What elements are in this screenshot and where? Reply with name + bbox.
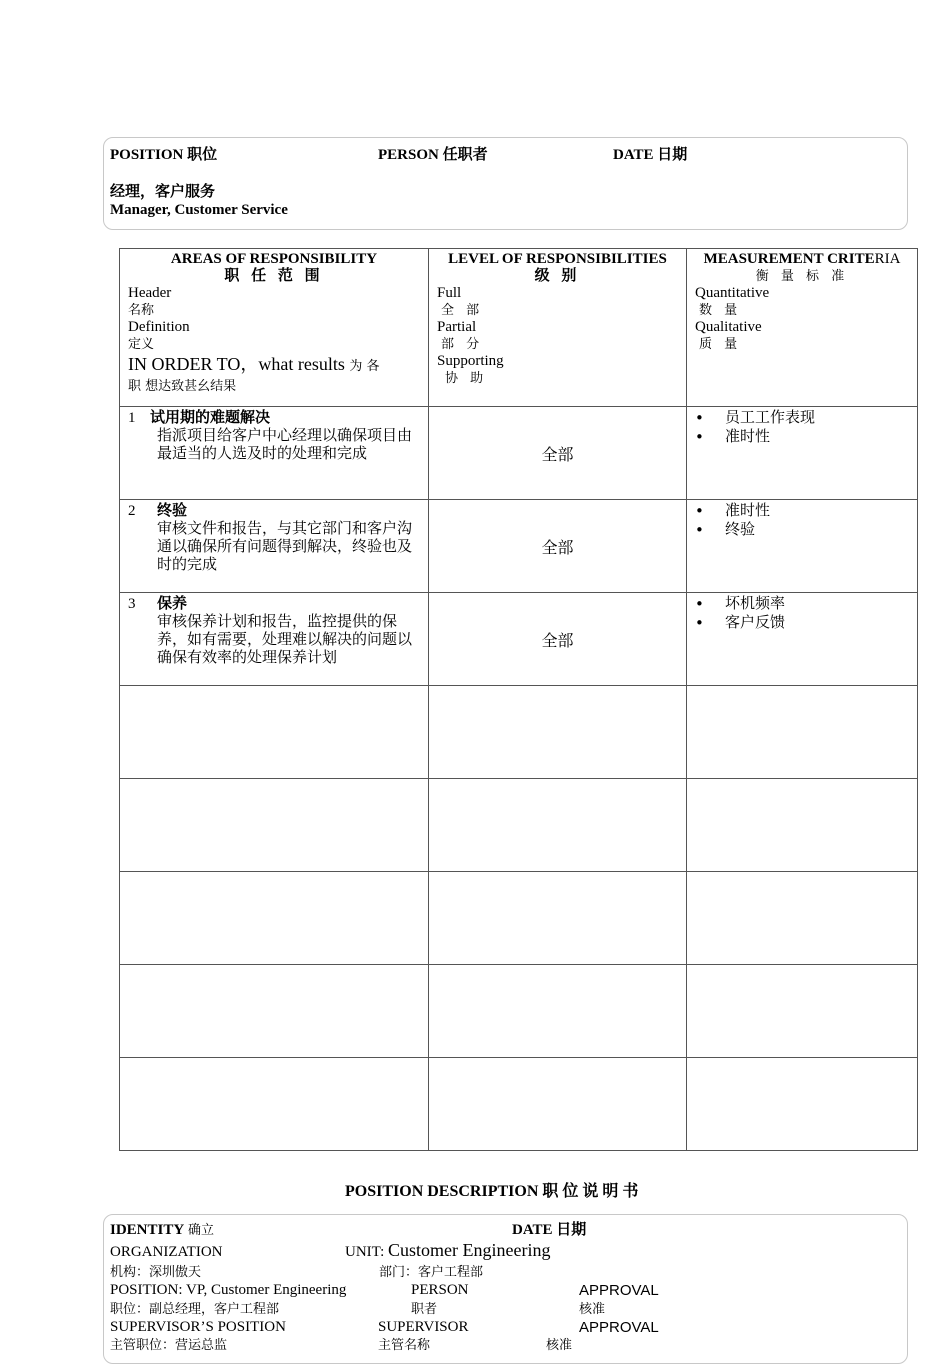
identity-person-label: PERSON xyxy=(411,1282,469,1298)
level-partial-label-cn: 部 分 xyxy=(441,337,484,352)
level-supporting-label: Supporting xyxy=(437,353,504,369)
approval-label: APPROVAL xyxy=(579,1282,659,1299)
empty-table-row xyxy=(120,872,918,965)
empty-cell xyxy=(687,779,918,872)
areas-inorder-cn: 为 各 xyxy=(349,359,380,374)
position-label: POSITION 职位 xyxy=(110,147,218,163)
measure-title: MEASUREMENT CRITE xyxy=(703,251,875,267)
areas-inorder-label: IN ORDER TO，what results xyxy=(128,354,345,374)
level-header-cell xyxy=(429,249,687,407)
empty-cell xyxy=(120,1058,429,1151)
item-description: 审核保养计划和报告，监控提供的保养，如有需要，处理难以解决的问题以确保有效率的处理保养计划 xyxy=(157,614,413,666)
identity-label-cn: 确立 xyxy=(187,1223,214,1238)
position-cn: 职位：副总经理，客户工程部 xyxy=(110,1302,280,1317)
criteria-cell xyxy=(687,593,918,686)
criteria-item: • 准时性 xyxy=(695,502,909,521)
areas-header-label-cn: 名称 xyxy=(128,303,155,318)
measure-qual-label-cn: 质 量 xyxy=(699,337,742,352)
approval-cn: 核准 xyxy=(579,1302,606,1317)
identity-person-cn: 职者 xyxy=(411,1302,438,1317)
criteria-cell xyxy=(687,407,918,500)
supervisor-position-label: SUPERVISOR’S POSITION xyxy=(110,1319,286,1335)
empty-table-row xyxy=(120,686,918,779)
areas-inorder-cn-2: 职 想达致甚幺结果 xyxy=(128,379,237,394)
empty-cell xyxy=(687,1058,918,1151)
area-cell xyxy=(120,407,429,500)
item-title: 试用期的难题解决 xyxy=(150,410,271,426)
empty-cell xyxy=(429,965,687,1058)
area-cell xyxy=(120,593,429,686)
date-label: DATE 日期 xyxy=(613,147,688,163)
areas-title: AREAS OF RESPONSIBILITY xyxy=(170,251,378,267)
empty-cell xyxy=(687,686,918,779)
responsibility-table xyxy=(119,248,918,1151)
level-title-cn: 级 别 xyxy=(534,268,581,284)
organization-label: ORGANIZATION xyxy=(110,1244,223,1260)
unit-cn: 部门：客户工程部 xyxy=(379,1265,484,1280)
criteria-item: • 坏机频率 xyxy=(695,595,909,614)
measure-qual-label: Qualitative xyxy=(695,319,762,335)
measure-title-cn: 衡 量 标 准 xyxy=(755,269,849,284)
level-full-label-cn: 全 部 xyxy=(441,303,484,318)
level-cell: 全部 xyxy=(429,500,687,593)
measure-title-tail: RIA xyxy=(874,251,901,267)
measure-quant-label-cn: 数 量 xyxy=(699,303,742,318)
supervisor-position-cn: 主管职位：营运总监 xyxy=(110,1338,228,1353)
position-title-cn: 经理，客户服务 xyxy=(110,184,216,200)
measure-header-cell xyxy=(687,249,918,407)
item-number: 1 xyxy=(128,410,136,426)
areas-header-label: Header xyxy=(128,285,172,301)
table-row xyxy=(120,407,918,500)
criteria-item: • 客户反馈 xyxy=(695,614,909,633)
item-title: 保养 xyxy=(157,596,188,612)
criteria-item: • 终验 xyxy=(695,521,909,540)
position-en: POSITION: VP, Customer Engineering xyxy=(110,1282,347,1298)
level-cell: 全部 xyxy=(429,593,687,686)
table-header-row xyxy=(120,249,918,407)
areas-header-cell xyxy=(120,249,429,407)
supervisor-label: SUPERVISOR xyxy=(378,1319,469,1335)
empty-cell xyxy=(120,872,429,965)
level-title: LEVEL OF RESPONSIBILITIES xyxy=(448,251,667,267)
empty-cell xyxy=(120,779,429,872)
area-cell xyxy=(120,500,429,593)
empty-cell xyxy=(687,872,918,965)
section-title: POSITION DESCRIPTION 职 位 说 明 书 xyxy=(345,1183,639,1200)
measure-quant-label: Quantitative xyxy=(695,285,770,301)
criteria-cell xyxy=(687,500,918,593)
empty-cell xyxy=(120,965,429,1058)
item-number: 3 xyxy=(128,596,136,612)
empty-cell xyxy=(687,965,918,1058)
unit-value: Customer Engineering xyxy=(388,1240,551,1260)
unit-label: UNIT: xyxy=(345,1244,385,1260)
table-row xyxy=(120,500,918,593)
level-cell: 全部 xyxy=(429,407,687,500)
empty-table-row xyxy=(120,1058,918,1151)
level-supporting-label-cn: 协 助 xyxy=(445,371,488,386)
areas-title-cn: 职 任 范 围 xyxy=(224,268,324,284)
areas-definition-label-cn: 定义 xyxy=(128,337,155,352)
level-partial-label: Partial xyxy=(437,319,477,335)
position-title-en: Manager, Customer Service xyxy=(110,202,288,218)
empty-cell xyxy=(429,686,687,779)
empty-cell xyxy=(120,686,429,779)
item-number: 2 xyxy=(128,503,136,519)
supervisor-cn: 主管名称 xyxy=(378,1338,431,1353)
identity-date-label: DATE 日期 xyxy=(512,1222,587,1238)
criteria-item: • 员工工作表现 xyxy=(695,409,909,428)
criteria-item: • 准时性 xyxy=(695,428,909,447)
identity-label: IDENTITY xyxy=(110,1222,185,1238)
approval-label-2: APPROVAL xyxy=(579,1319,659,1336)
item-title: 终验 xyxy=(157,503,188,519)
organization-cn: 机构：深圳傲天 xyxy=(110,1265,202,1280)
empty-cell xyxy=(429,779,687,872)
empty-cell xyxy=(429,872,687,965)
item-description: 审核文件和报告，与其它部门和客户沟通以确保所有问题得到解决，终验也及时的完成 xyxy=(157,521,413,573)
person-label: PERSON 任职者 xyxy=(378,147,488,163)
areas-definition-label: Definition xyxy=(128,319,190,335)
empty-cell xyxy=(429,1058,687,1151)
empty-table-row xyxy=(120,779,918,872)
item-description: 指派项目给客户中心经理以确保项目由最适当的人选及时的处理和完成 xyxy=(157,428,413,462)
approval-cn-2: 核准 xyxy=(546,1338,573,1353)
level-full-label: Full xyxy=(437,285,462,301)
empty-table-row xyxy=(120,965,918,1058)
table-row xyxy=(120,593,918,686)
